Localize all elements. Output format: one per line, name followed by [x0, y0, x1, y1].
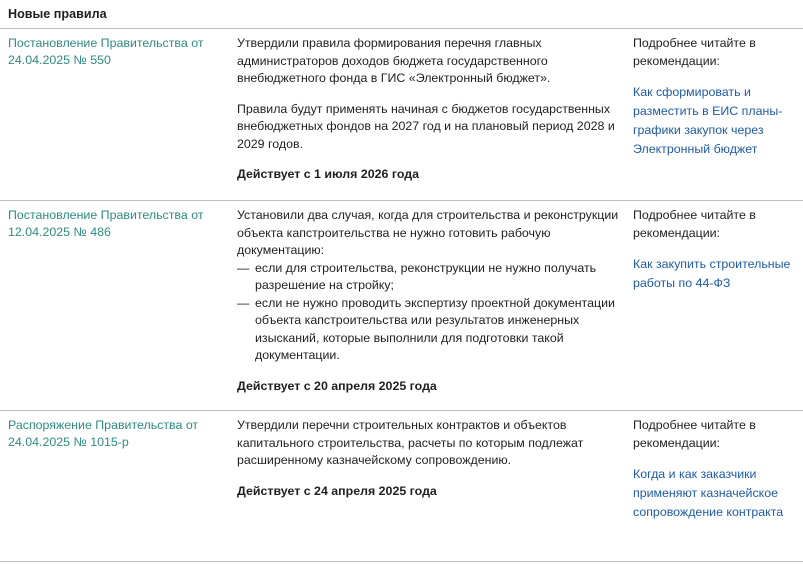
description-cell: [228, 29, 623, 200]
table-title: Новые правила: [8, 7, 107, 21]
table-row: [0, 29, 803, 201]
document-link[interactable]: Распоряжение Правительства от 24.04.2025 № 1015-р: [8, 418, 199, 449]
document-link[interactable]: Постановление Правительства от 24.04.2025 № 550: [8, 36, 204, 67]
table-row: [0, 201, 803, 411]
document-link[interactable]: Постановление Правительства от 12.04.2025 № 486: [8, 208, 204, 239]
description-cell: [228, 201, 623, 410]
more-label: Подробнее читайте в рекомендации:: [633, 418, 756, 450]
document-cell: [0, 201, 228, 410]
document-cell: [0, 29, 228, 200]
recommendation-link[interactable]: Как закупить строительные работы по 44-ФЗ: [633, 257, 791, 290]
description-text: Установили два случая, когда для строительства и реконструкции объекта капстроительства не нужно готовить рабочую документацию:: [237, 208, 619, 257]
description-text: Утвердили правила формирования перечня главных администраторов доходов бюджета государственного внебюджетного фонда в ГИС «Электронный бюджет».: [237, 36, 551, 85]
recommendation-link[interactable]: Как сформировать и разместить в ЕИС планы-графики закупок через Электронный бюджет: [633, 85, 783, 156]
recommendation-cell: [623, 411, 803, 561]
description-cell: [228, 411, 623, 561]
description-text: Утвердили перечни строительных контрактов и объектов капитального строительства, расчеты по которым подлежат расширенному казначейскому сопровождению.: [237, 418, 584, 467]
table-row: [0, 411, 803, 562]
recommendation-link[interactable]: Когда и как заказчики применяют казначейское сопровождение контракта: [633, 467, 784, 519]
effective-date: Действует с 24 апреля 2025 года: [237, 483, 437, 498]
more-label: Подробнее читайте в рекомендации:: [633, 208, 756, 240]
list-item: — если не нужно проводить экспертизу проектной документации объекта капстроительства или результатов инженерных изысканий, которые выполнили для подготовки такой документации.: [237, 295, 623, 365]
effective-date: Действует с 1 июля 2026 года: [237, 167, 419, 181]
table-header: [0, 0, 803, 29]
recommendation-cell: [623, 201, 803, 410]
more-label: Подробнее читайте в рекомендации:: [633, 36, 756, 68]
recommendation-cell: [623, 29, 803, 200]
document-cell: [0, 411, 228, 561]
list-item: — если для строительства, реконструкции не нужно получать разрешение на стройку;: [237, 260, 623, 295]
effective-date: Действует с 20 апреля 2025 года: [237, 378, 437, 393]
case-list: [237, 260, 623, 365]
description-text: Правила будут применять начиная с бюджетов государственных внебюджетных фондов на 2027 год и на плановый период 2028 и 2029 годов.: [237, 101, 615, 151]
